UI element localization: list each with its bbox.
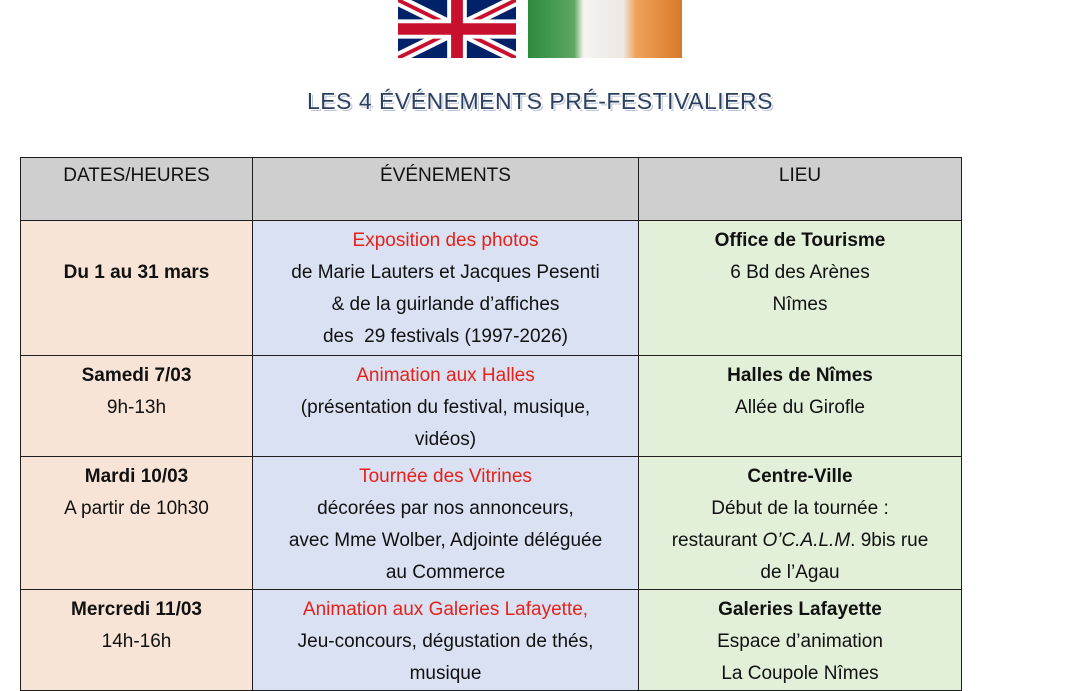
event-title: Animation aux Halles [356,365,535,386]
event-title: Tournée des Vitrines [359,466,532,487]
date-cell [21,221,253,356]
union-jack-flag [398,0,516,58]
date-label: Mardi 10/03 [84,466,189,487]
event-line: musique [409,663,482,684]
table-header-row [21,158,962,221]
place-line: Allée du Girofle [735,397,865,418]
event-line: avec Mme Wolber, Adjointe déléguée [288,530,603,551]
place-cell [639,590,962,691]
place-line: de l’Agau [760,562,840,583]
date-cell [21,457,253,590]
header-events: ÉVÉNEMENTS [253,158,639,221]
place-line: Nîmes [772,294,828,315]
time-label: A partir de 10h30 [64,498,209,519]
header-dates: DATES/HEURES [21,158,253,221]
event-line: des 29 festivals (1997-2026) [322,326,569,347]
table-row [21,590,962,691]
table-row [21,356,962,457]
table-row [21,457,962,590]
event-line: au Commerce [385,562,506,583]
event-line: & de la guirlande d’affiches [331,294,560,315]
place-title: Halles de Nîmes [727,365,873,386]
event-cell [253,356,639,457]
page-title: LES 4 ÉVÉNEMENTS PRÉ-FESTIVALIERS [307,88,773,114]
event-line: Jeu-concours, dégustation de thés, [297,631,594,652]
place-line: Début de la tournée : [711,498,889,519]
table-row [21,221,962,356]
date-label: Mercredi 11/03 [71,599,202,620]
event-cell [253,457,639,590]
date-label: Samedi 7/03 [81,365,192,386]
place-restaurant-line [645,525,955,557]
place-title: Office de Tourisme [714,230,886,251]
event-cell [253,590,639,691]
event-line: décorées par nos annonceurs, [317,498,574,519]
place-line: Espace d’animation [717,631,883,652]
events-table [20,157,962,691]
event-title: Exposition des photos [352,230,539,251]
date-cell [21,590,253,691]
date-cell [21,356,253,457]
irish-flag [528,0,682,58]
event-title: Animation aux Galeries Lafayette, [302,599,589,620]
restaurant-name: O’C.A.L.M [762,530,851,551]
time-label: 14h-16h [101,631,172,652]
place-title: Galeries Lafayette [718,599,882,620]
time-label: 9h-13h [106,397,167,418]
event-line: de Marie Lauters et Jacques Pesenti [291,262,600,283]
event-line: vidéos) [414,429,477,450]
event-cell [253,221,639,356]
restaurant-prefix: restaurant [671,530,763,551]
place-cell [639,356,962,457]
place-title: Centre-Ville [747,466,853,487]
restaurant-suffix: . 9bis rue [850,530,929,551]
place-line: La Coupole Nîmes [721,663,879,684]
place-cell [639,221,962,356]
date-label: Du 1 au 31 mars [63,262,210,283]
event-line: (présentation du festival, musique, [300,397,591,418]
place-line: 6 Bd des Arènes [730,262,870,283]
place-cell [639,457,962,590]
header-place: LIEU [639,158,962,221]
